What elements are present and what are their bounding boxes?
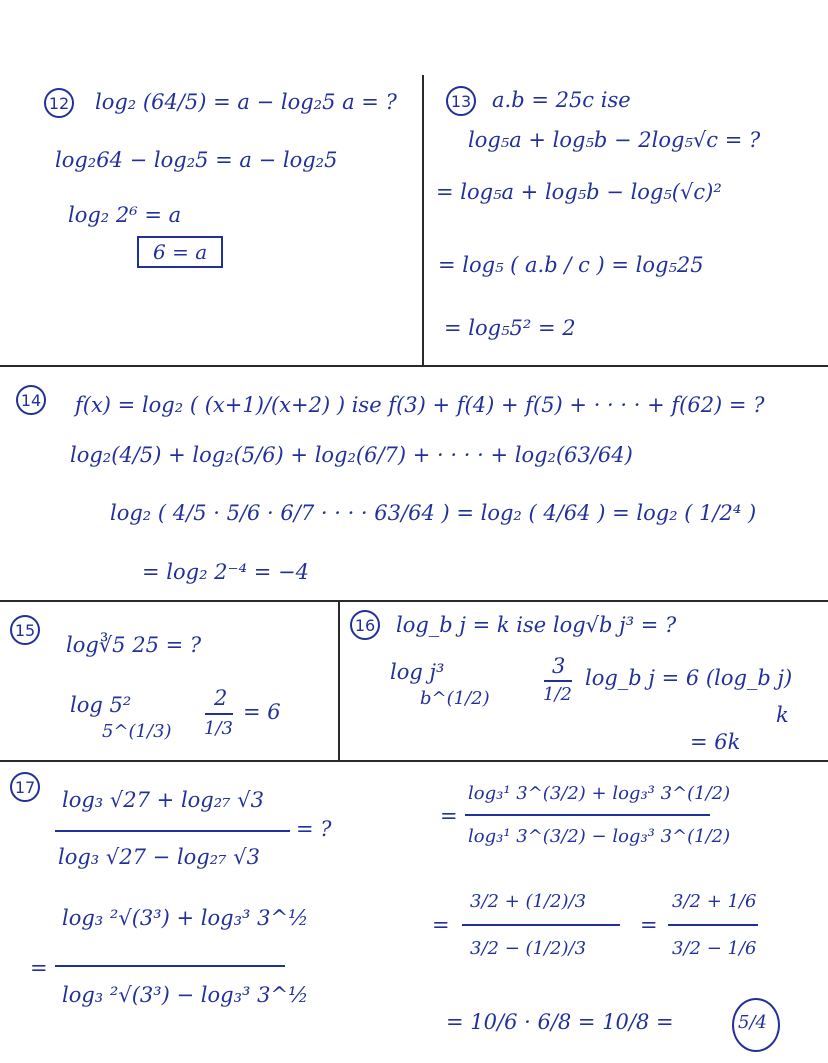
p16-frac-den: 1/2 bbox=[543, 684, 572, 705]
problem-number: 17 bbox=[10, 772, 40, 802]
p16-line2: log j³ bbox=[390, 660, 445, 684]
p16-k: k bbox=[776, 703, 789, 727]
problem-number: 15 bbox=[10, 615, 40, 645]
p16-frac-bar bbox=[544, 680, 572, 682]
p15-result: = 6 bbox=[243, 700, 281, 724]
problem-number: 14 bbox=[16, 385, 46, 415]
p16-frac-num: 3 bbox=[552, 654, 566, 678]
p12-answer: 6 = a bbox=[137, 236, 223, 268]
p17-r1-den: log₃¹ 3^(3/2) − log₃³ 3^(1/2) bbox=[468, 826, 731, 847]
p17-r2b-bar bbox=[668, 924, 758, 926]
p15-frac-bar bbox=[205, 713, 233, 715]
p17-lhs-num: log₃ √27 + log₂₇ √3 bbox=[62, 788, 265, 812]
p17-question: = ? bbox=[296, 817, 332, 841]
divider-row2 bbox=[0, 600, 828, 602]
problem-number: 12 bbox=[44, 88, 74, 118]
p13-line4: = log₅ ( a.b / c ) = log₅25 bbox=[438, 253, 704, 277]
p13-line1: a.b = 25c ise bbox=[492, 88, 631, 112]
p13-line3: = log₅a + log₅b − log₅(√c)² bbox=[436, 180, 722, 204]
p15-line1: log∛5 25 = ? bbox=[66, 633, 202, 657]
divider-row3 bbox=[0, 760, 828, 762]
p17-lhs-den: log₃ √27 − log₂₇ √3 bbox=[58, 845, 261, 869]
p15-frac-num: 2 bbox=[214, 686, 228, 710]
p12-line2: log₂64 − log₂5 = a − log₂5 bbox=[55, 148, 338, 172]
p17-r2-bar bbox=[462, 924, 620, 926]
p13-line5: = log₅5² = 2 bbox=[444, 316, 576, 340]
p15-line2-base: 5^(1/3) bbox=[102, 721, 172, 742]
p14-line3: log₂ ( 4/5 · 5/6 · 6/7 · · · · 63/64 ) = log₂ ( 4/64 ) = log₂ ( 1/2⁴ ) bbox=[110, 501, 757, 525]
p17-r3: = 10/6 · 6/8 = 10/8 = bbox=[446, 1010, 674, 1034]
p15-frac-den: 1/3 bbox=[204, 718, 233, 739]
p17-r1-num: log₃¹ 3^(3/2) + log₃³ 3^(1/2) bbox=[468, 783, 731, 804]
divider-col2 bbox=[338, 600, 340, 760]
problem-number: 13 bbox=[446, 86, 476, 116]
p17-step2-eq: = bbox=[30, 956, 48, 980]
p13-line2: log₅a + log₅b − 2log₅√c = ? bbox=[468, 128, 761, 152]
divider-row1 bbox=[0, 365, 828, 367]
p12-line3: log₂ 2⁶ = a bbox=[68, 203, 182, 227]
p16-mid: log_b j = 6 (log_b j) bbox=[585, 666, 793, 690]
divider-col1 bbox=[422, 75, 424, 367]
p17-r2b-num: 3/2 + 1/6 bbox=[672, 891, 757, 912]
p17-lhs-bar bbox=[55, 830, 290, 832]
p17-r2b-den: 3/2 − 1/6 bbox=[672, 938, 757, 959]
p12-line1: log₂ (64/5) = a − log₂5 a = ? bbox=[95, 90, 397, 114]
p17-r2-eq: = bbox=[432, 913, 450, 937]
p17-r2-den: 3/2 − (1/2)/3 bbox=[470, 938, 587, 959]
p14-line1: f(x) = log₂ ( (x+1)/(x+2) ) ise f(3) + f(4) + f(5) + · · · · + f(62) = ? bbox=[75, 393, 765, 417]
p16-line1: log_b j = k ise log√b j³ = ? bbox=[396, 613, 677, 637]
p17-step2-den: log₃ ²√(3³) − log₃³ 3^½ bbox=[62, 983, 309, 1007]
p17-answer: 5/4 bbox=[738, 1012, 767, 1033]
p16-result: = 6k bbox=[690, 730, 741, 754]
p17-r2-num: 3/2 + (1/2)/3 bbox=[470, 891, 587, 912]
p17-step2-bar bbox=[55, 965, 285, 967]
p16-line2-base: b^(1/2) bbox=[420, 688, 490, 709]
p14-line4: = log₂ 2⁻⁴ = −4 bbox=[142, 560, 309, 584]
problem-number: 16 bbox=[350, 610, 380, 640]
p17-r1-eq: = bbox=[440, 804, 458, 828]
p14-line2: log₂(4/5) + log₂(5/6) + log₂(6/7) + · · · · + log₂(63/64) bbox=[70, 443, 633, 467]
p17-r1-bar bbox=[465, 814, 710, 816]
p17-step2-num: log₃ ²√(3³) + log₃³ 3^½ bbox=[62, 906, 309, 930]
p17-r2b-eq: = bbox=[640, 913, 658, 937]
p15-line2: log 5² bbox=[70, 693, 132, 717]
